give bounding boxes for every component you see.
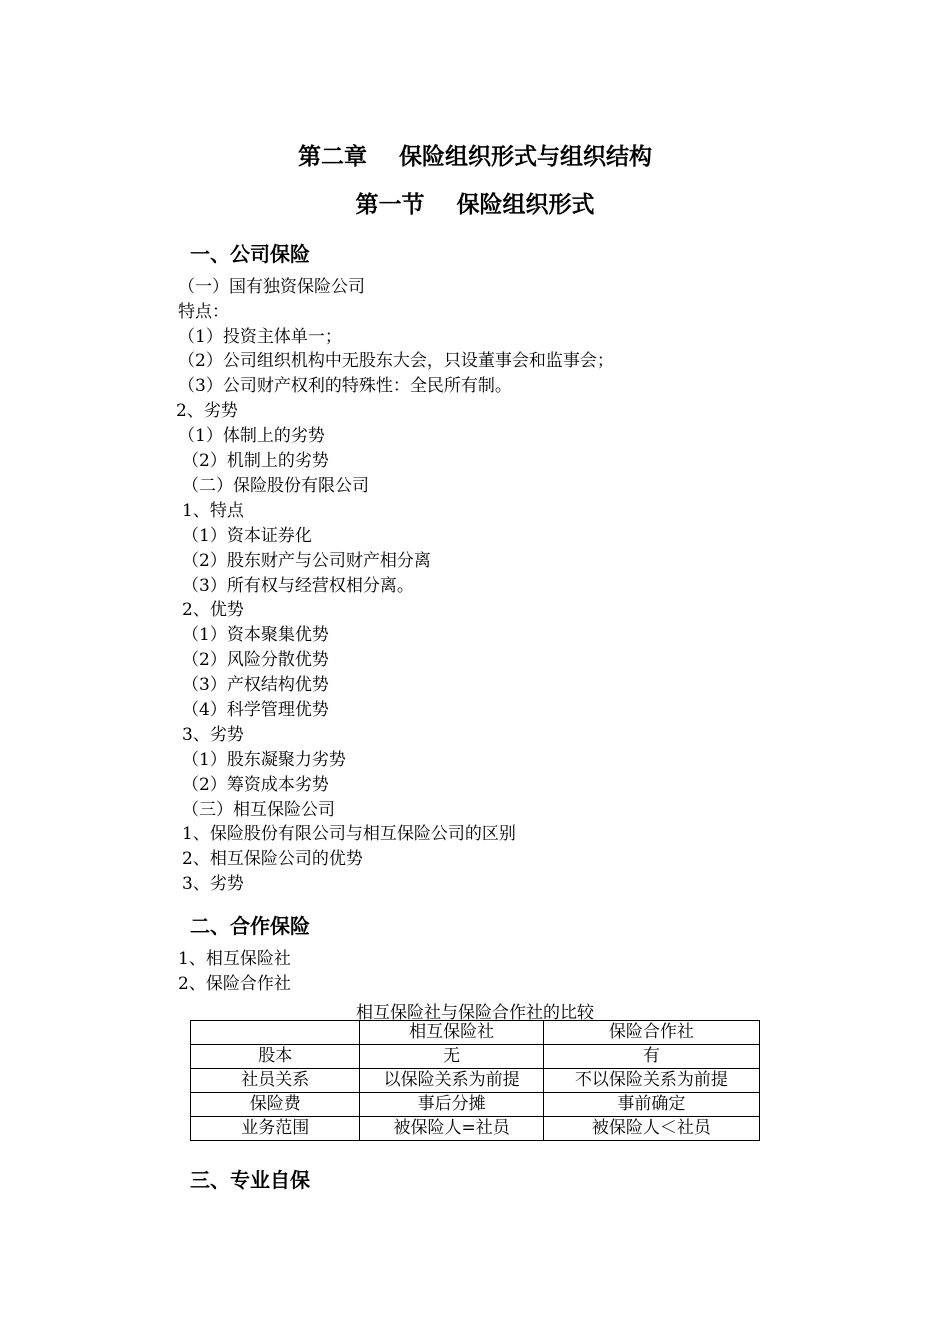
outline-line: （1）投资主体单一； [178,327,342,347]
table-header-row [191,1021,760,1045]
comparison-table [190,1020,760,1141]
outline-line: （一）国有独资保险公司 [178,277,365,297]
table-row [191,1117,760,1141]
outline-line: （2）公司组织机构中无股东大会，只设董事会和监事会； [178,351,614,371]
outline-line: （1）体制上的劣势 [178,426,325,446]
table-cell: 股本 [191,1045,360,1069]
table-header-cell: 相互保险社 [360,1021,543,1045]
table-cell: 事前确定 [543,1093,759,1117]
chapter-title: 第二章 保险组织形式与组织结构 [297,144,653,170]
table-cell: 无 [360,1045,543,1069]
outline-line: （4）科学管理优势 [182,700,329,720]
table-cell: 被保险人=社员 [360,1117,543,1141]
outline-line: 3、劣势 [182,725,244,745]
table-row [191,1069,760,1093]
outline-line: （1）资本证券化 [182,526,312,546]
section-title: 第一节 保险组织形式 [355,192,595,218]
outline-line: 3、劣势 [182,874,244,894]
table-cell: 以保险关系为前提 [360,1069,543,1093]
outline-line: （2）机制上的劣势 [182,451,329,471]
outline-line: 1、相互保险社 [178,949,291,969]
outline-line: （3）所有权与经营权相分离。 [182,576,414,596]
table-header-cell [191,1021,360,1045]
table-caption: 相互保险社与保险合作社的比较 [356,1003,594,1023]
table-row [191,1045,760,1069]
table-cell: 保险费 [191,1093,360,1117]
outline-line: 2、优势 [182,600,244,620]
heading-captive-insurance: 三、专业自保 [190,1168,310,1192]
outline-line: （1）资本聚集优势 [182,625,329,645]
table-cell: 社员关系 [191,1069,360,1093]
outline-line: 2、劣势 [176,401,238,421]
outline-line: 2、相互保险公司的优势 [182,849,363,869]
outline-line: （2）风险分散优势 [182,650,329,670]
outline-line: （1）股东凝聚力劣势 [182,750,346,770]
outline-line: （3）产权结构优势 [182,675,329,695]
heading-company-insurance: 一、公司保险 [190,242,310,266]
outline-line: 1、特点 [182,501,244,521]
outline-line: （二）保险股份有限公司 [182,476,369,496]
table-cell: 事后分摊 [360,1093,543,1117]
table-cell: 业务范围 [191,1117,360,1141]
table-row [191,1093,760,1117]
table-header-cell: 保险合作社 [543,1021,759,1045]
outline-line: （3）公司财产权利的特殊性：全民所有制。 [178,376,512,396]
table-cell: 有 [543,1045,759,1069]
outline-line: 2、保险合作社 [178,974,291,994]
table-cell: 被保险人＜社员 [543,1117,759,1141]
outline-line: 1、保险股份有限公司与相互保险公司的区别 [182,824,516,844]
table-cell: 不以保险关系为前提 [543,1069,759,1093]
outline-line: （2）股东财产与公司财产相分离 [182,551,431,571]
heading-cooperative-insurance: 二、合作保险 [190,914,310,938]
outline-line: （2）筹资成本劣势 [182,775,329,795]
outline-line: （三）相互保险公司 [182,800,335,820]
outline-line: 特点： [178,302,229,322]
